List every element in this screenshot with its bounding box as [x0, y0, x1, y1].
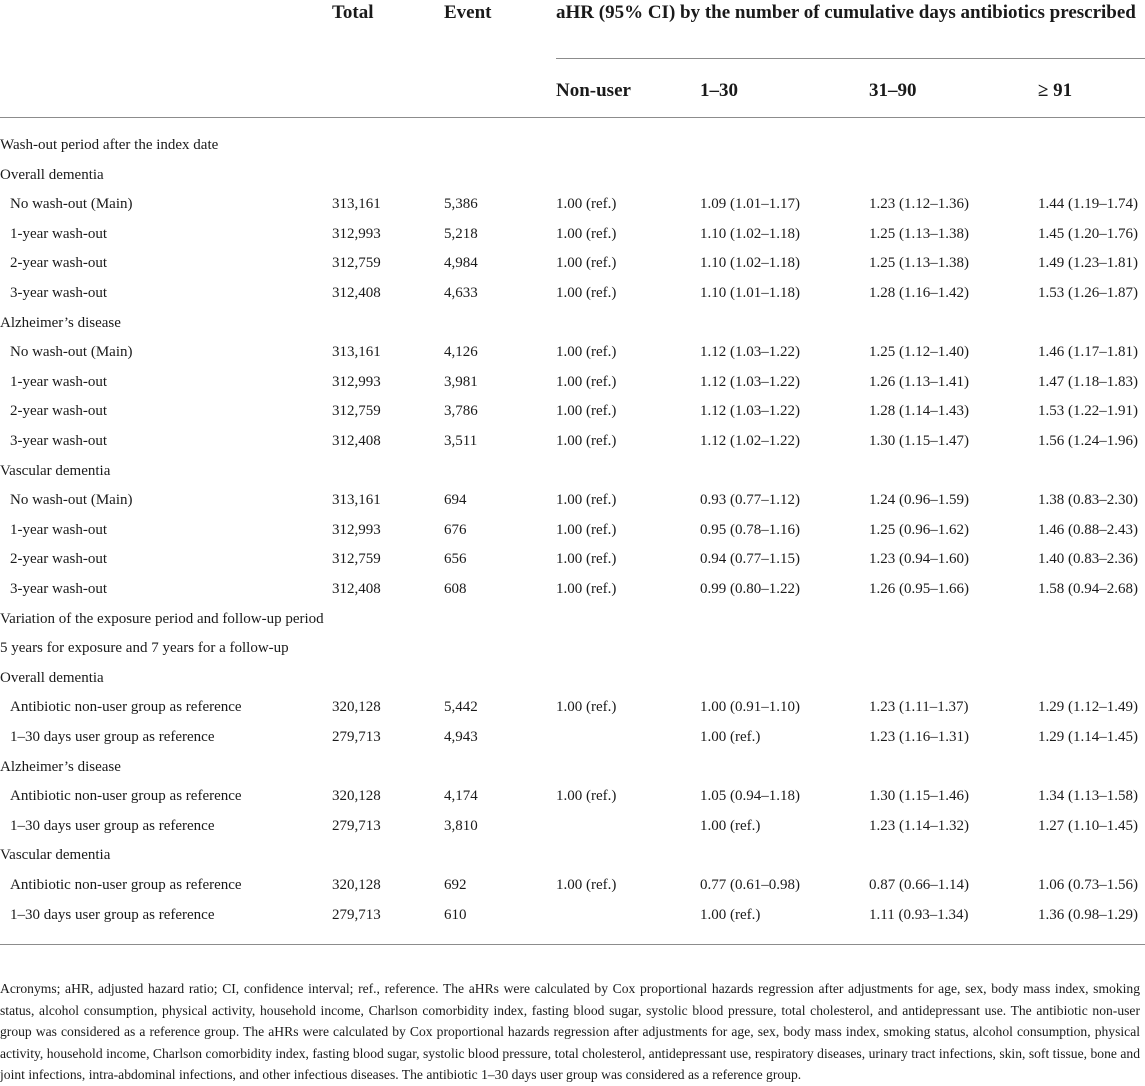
- cell-non-user: 1.00 (ref.): [556, 255, 617, 272]
- cell-91-plus: 1.49 (1.23–1.81): [1038, 255, 1138, 272]
- cell-total: 312,408: [332, 285, 381, 301]
- cell-total: 312,759: [332, 403, 381, 420]
- cell-event: 676: [444, 521, 467, 538]
- cell-31-90: 1.26 (1.13–1.41): [869, 373, 969, 390]
- table-row: [0, 279, 1145, 309]
- cell-91-plus: 1.46 (1.17–1.81): [1038, 344, 1138, 361]
- cell-31-90: 1.24 (0.96–1.59): [869, 492, 969, 509]
- cell-total: 313,161: [332, 196, 381, 213]
- cell-31-90: 1.23 (1.11–1.37): [869, 699, 969, 716]
- cell-event: 610: [444, 906, 467, 923]
- cell-total: 313,161: [332, 344, 381, 361]
- cell-31-90: 1.25 (0.96–1.62): [869, 521, 969, 538]
- row-label: Vascular dementia: [0, 462, 111, 479]
- table-row: [0, 161, 1145, 191]
- table-row: [0, 871, 1145, 901]
- cell-31-90: 0.87 (0.66–1.14): [869, 877, 969, 893]
- row-label: 1-year wash-out: [10, 373, 108, 390]
- cell-non-user: 1.00 (ref.): [556, 877, 617, 893]
- header-non-user: Non-user: [556, 80, 631, 101]
- cell-total: 312,993: [332, 521, 381, 538]
- cell-1-30: 0.95 (0.78–1.16): [700, 521, 800, 538]
- cell-1-30: 1.09 (1.01–1.17): [700, 196, 800, 213]
- row-label: No wash-out (Main): [10, 196, 133, 213]
- cell-91-plus: 1.53 (1.22–1.91): [1038, 403, 1138, 420]
- cell-total: 312,408: [332, 433, 381, 449]
- cell-31-90: 1.26 (0.95–1.66): [869, 581, 969, 597]
- cell-total: 312,993: [332, 225, 381, 242]
- cell-non-user: 1.00 (ref.): [556, 373, 617, 390]
- cell-event: 5,442: [444, 699, 478, 716]
- cell-31-90: 1.23 (1.12–1.36): [869, 196, 969, 213]
- cell-1-30: 1.10 (1.02–1.18): [700, 255, 800, 272]
- cell-non-user: 1.00 (ref.): [556, 581, 617, 597]
- cell-91-plus: 1.27 (1.10–1.45): [1038, 817, 1138, 834]
- table-row: [0, 131, 1145, 161]
- cell-91-plus: 1.58 (0.94–2.68): [1038, 581, 1138, 597]
- cell-1-30: 1.05 (0.94–1.18): [700, 788, 800, 805]
- cell-91-plus: 1.38 (0.83–2.30): [1038, 492, 1138, 509]
- row-label: 1-year wash-out: [10, 225, 108, 242]
- table-footnote: Acronyms; aHR, adjusted hazard ratio; CI, confidence interval; ref., reference. The aHRs were calculated by Cox proportional hazards regression after adjustments for age, sex, body mass index, smoking status, alcohol consumption, physical activity, household income, Charlson comorbidity index, fasting blood sugar, systolic blood pressure, total cholesterol, and antidepressant use. The antibiotic non-user group was considered as a reference group. The aHRs were calculated by Cox proportional hazards regression after adjustments for age, sex, body mass index, smoking status, alcohol consumption, physical activity, household income, Charlson comorbidity index, fasting blood sugar, systolic blood pressure, total cholesterol, antidepressant use, respiratory diseases, urinary tract infections, skin, soft tissue, bone and joint infections, intra-abdominal infections, and other infectious diseases. The antibiotic 1–30 days user group was considered as a reference group.: [0, 981, 1140, 1082]
- row-label: Antibiotic non-user group as reference: [10, 699, 242, 716]
- cell-non-user: 1.00 (ref.): [556, 492, 617, 509]
- table-row: [0, 753, 1145, 783]
- table-row: [0, 397, 1145, 427]
- cell-event: 4,984: [444, 255, 478, 272]
- table-row: [0, 693, 1145, 723]
- cell-91-plus: 1.34 (1.13–1.58): [1038, 788, 1138, 805]
- row-label: No wash-out (Main): [10, 344, 133, 361]
- row-label: 5 years for exposure and 7 years for a follow-up: [0, 640, 289, 657]
- row-label: Antibiotic non-user group as reference: [10, 877, 242, 893]
- cell-non-user: 1.00 (ref.): [556, 196, 617, 213]
- table-row: [0, 338, 1145, 368]
- table-row: [0, 782, 1145, 812]
- cell-31-90: 1.25 (1.13–1.38): [869, 225, 969, 242]
- row-label: 2-year wash-out: [10, 255, 108, 272]
- header-31-90: 31–90: [869, 80, 917, 101]
- table-row: [0, 605, 1145, 635]
- header-1-30: 1–30: [700, 80, 738, 101]
- header-total: Total: [332, 2, 374, 23]
- row-label: Overall dementia: [0, 166, 104, 183]
- cell-event: 694: [444, 492, 467, 509]
- table-row: [0, 457, 1145, 487]
- header-91-plus: ≥ 91: [1038, 80, 1073, 101]
- table-row: [0, 723, 1145, 753]
- row-label: Variation of the exposure period and follow-up period: [0, 610, 324, 627]
- row-label: 1–30 days user group as reference: [10, 729, 215, 745]
- cell-31-90: 1.25 (1.12–1.40): [869, 344, 969, 361]
- cell-31-90: 1.23 (0.94–1.60): [869, 551, 969, 568]
- cell-event: 4,943: [444, 729, 478, 745]
- cell-event: 656: [444, 551, 467, 568]
- cell-non-user: 1.00 (ref.): [556, 551, 617, 568]
- cell-total: 320,128: [332, 877, 381, 893]
- cell-31-90: 1.28 (1.16–1.42): [869, 285, 969, 301]
- cell-non-user: 1.00 (ref.): [556, 788, 617, 805]
- cell-1-30: 1.12 (1.03–1.22): [700, 403, 800, 420]
- cell-31-90: 1.30 (1.15–1.46): [869, 788, 969, 805]
- table-bottom-rule: [0, 944, 1145, 945]
- cell-91-plus: 1.45 (1.20–1.76): [1038, 225, 1138, 242]
- table-row: [0, 841, 1145, 871]
- table-row: [0, 427, 1145, 457]
- cell-total: 313,161: [332, 492, 381, 509]
- cell-31-90: 1.11 (0.93–1.34): [869, 906, 969, 923]
- cell-total: 279,713: [332, 729, 381, 745]
- row-label: Vascular dementia: [0, 847, 111, 864]
- cell-event: 4,126: [444, 344, 478, 361]
- table-row: [0, 309, 1145, 339]
- header-event: Event: [444, 2, 492, 23]
- table-row: [0, 575, 1145, 605]
- cell-event: 4,174: [444, 788, 478, 805]
- cell-91-plus: 1.40 (0.83–2.36): [1038, 551, 1138, 568]
- cell-event: 3,981: [444, 373, 478, 390]
- cell-31-90: 1.28 (1.14–1.43): [869, 403, 969, 420]
- row-label: 2-year wash-out: [10, 403, 108, 420]
- cell-1-30: 0.99 (0.80–1.22): [700, 581, 800, 597]
- cell-total: 312,759: [332, 255, 381, 272]
- cell-1-30: 1.00 (ref.): [700, 906, 761, 923]
- cell-total: 320,128: [332, 699, 381, 716]
- cell-1-30: 1.10 (1.01–1.18): [700, 285, 800, 301]
- cell-event: 3,511: [444, 433, 478, 449]
- cell-1-30: 0.93 (0.77–1.12): [700, 492, 800, 509]
- cell-total: 320,128: [332, 788, 381, 805]
- cell-event: 4,633: [444, 285, 478, 301]
- cell-total: 312,993: [332, 373, 381, 390]
- cell-91-plus: 1.06 (0.73–1.56): [1038, 877, 1138, 893]
- table-row: [0, 220, 1145, 250]
- cell-1-30: 1.00 (ref.): [700, 817, 761, 834]
- header-group-title: aHR (95% CI) by the number of cumulative days antibiotics prescribed: [556, 2, 1136, 23]
- table-row: [0, 190, 1145, 220]
- cell-non-user: 1.00 (ref.): [556, 344, 617, 361]
- cell-1-30: 0.77 (0.61–0.98): [700, 877, 800, 893]
- row-label: No wash-out (Main): [10, 492, 133, 509]
- cell-1-30: 1.00 (0.91–1.10): [700, 699, 800, 716]
- row-label: Overall dementia: [0, 669, 104, 686]
- cell-91-plus: 1.36 (0.98–1.29): [1038, 906, 1138, 923]
- cell-total: 279,713: [332, 906, 381, 923]
- row-label: 1-year wash-out: [10, 521, 108, 538]
- cell-event: 692: [444, 877, 467, 893]
- table-row: [0, 486, 1145, 516]
- cell-non-user: 1.00 (ref.): [556, 699, 617, 716]
- cell-91-plus: 1.47 (1.18–1.83): [1038, 373, 1138, 390]
- table-row: [0, 664, 1145, 694]
- row-label: Antibiotic non-user group as reference: [10, 788, 242, 805]
- cell-31-90: 1.25 (1.13–1.38): [869, 255, 969, 272]
- cell-non-user: 1.00 (ref.): [556, 521, 617, 538]
- row-label: 3-year wash-out: [10, 433, 108, 449]
- cell-91-plus: 1.56 (1.24–1.96): [1038, 433, 1138, 449]
- cell-91-plus: 1.53 (1.26–1.87): [1038, 285, 1138, 301]
- row-label: Alzheimer’s disease: [0, 758, 121, 775]
- cell-1-30: 0.94 (0.77–1.15): [700, 551, 800, 568]
- cell-91-plus: 1.29 (1.14–1.45): [1038, 729, 1138, 745]
- cell-1-30: 1.10 (1.02–1.18): [700, 225, 800, 242]
- row-label: Wash-out period after the index date: [0, 137, 219, 153]
- row-label: 3-year wash-out: [10, 581, 108, 597]
- cell-91-plus: 1.44 (1.19–1.74): [1038, 196, 1138, 213]
- row-label: 2-year wash-out: [10, 551, 108, 568]
- cell-1-30: 1.00 (ref.): [700, 729, 761, 745]
- cell-total: 312,759: [332, 551, 381, 568]
- table-row: [0, 516, 1145, 546]
- cell-event: 5,386: [444, 196, 478, 213]
- cell-non-user: 1.00 (ref.): [556, 285, 617, 301]
- cell-event: 3,810: [444, 817, 478, 834]
- cell-91-plus: 1.29 (1.12–1.49): [1038, 699, 1138, 716]
- cell-31-90: 1.23 (1.14–1.32): [869, 817, 969, 834]
- header-bottom-rule: [0, 117, 1145, 118]
- row-label: 1–30 days user group as reference: [10, 817, 215, 834]
- cell-1-30: 1.12 (1.03–1.22): [700, 344, 800, 361]
- table-row: [0, 545, 1145, 575]
- header-group-rule: [556, 58, 1145, 59]
- cell-event: 5,218: [444, 225, 478, 242]
- cell-1-30: 1.12 (1.02–1.22): [700, 433, 800, 449]
- table-row: [0, 812, 1145, 842]
- table-row: [0, 901, 1145, 931]
- cell-31-90: 1.30 (1.15–1.47): [869, 433, 969, 449]
- cell-total: 279,713: [332, 817, 381, 834]
- cell-event: 3,786: [444, 403, 478, 420]
- table-row: [0, 249, 1145, 279]
- row-label: Alzheimer’s disease: [0, 314, 121, 331]
- cell-non-user: 1.00 (ref.): [556, 403, 617, 420]
- cell-non-user: 1.00 (ref.): [556, 433, 617, 449]
- cell-event: 608: [444, 581, 467, 597]
- cell-31-90: 1.23 (1.16–1.31): [869, 729, 969, 745]
- table-row: [0, 368, 1145, 398]
- table-row: [0, 634, 1145, 664]
- cell-total: 312,408: [332, 581, 381, 597]
- row-label: 3-year wash-out: [10, 285, 108, 301]
- cell-non-user: 1.00 (ref.): [556, 225, 617, 242]
- row-label: 1–30 days user group as reference: [10, 906, 215, 923]
- cell-1-30: 1.12 (1.03–1.22): [700, 373, 800, 390]
- cell-91-plus: 1.46 (0.88–2.43): [1038, 521, 1138, 538]
